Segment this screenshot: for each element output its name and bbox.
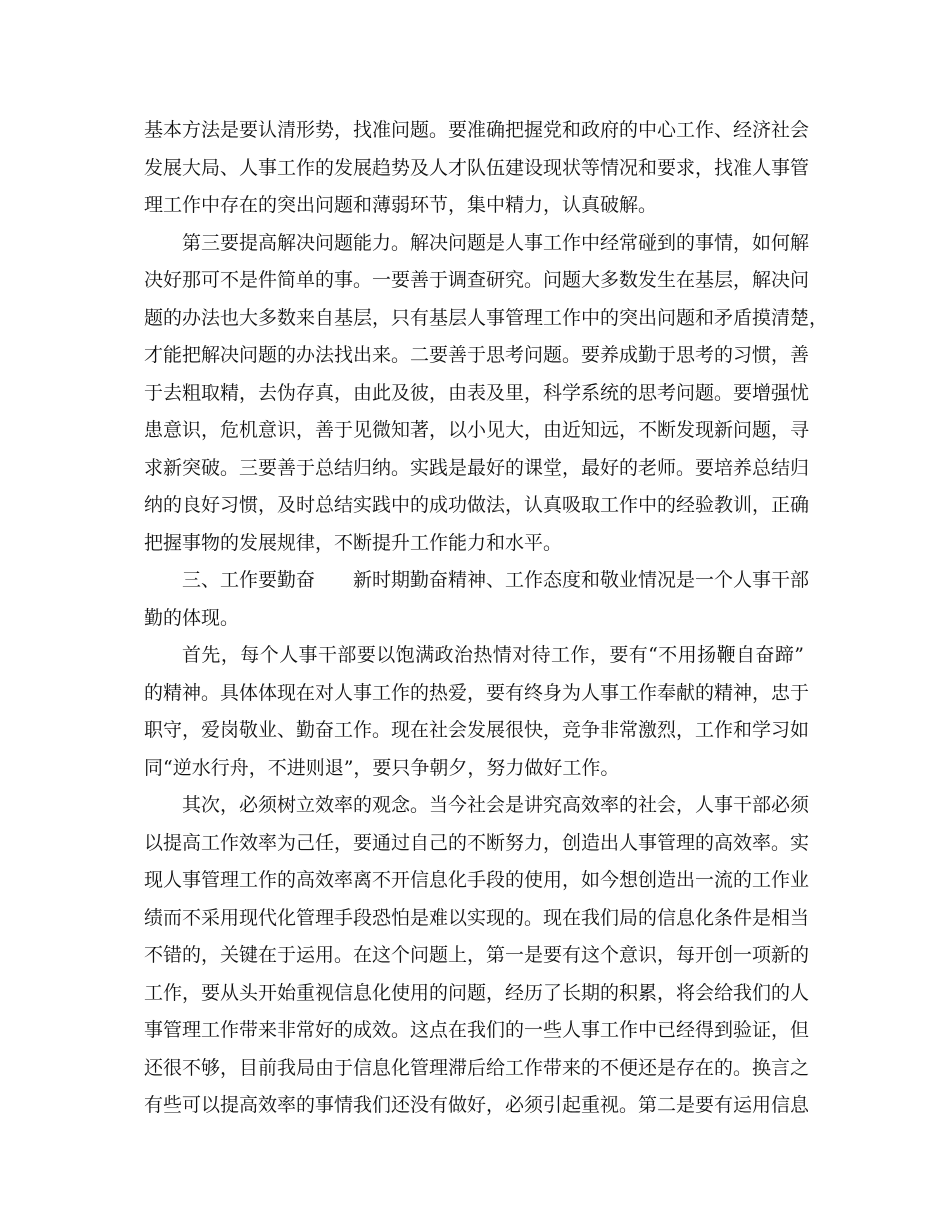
text-line: 职守，爱岗敬业、勤奋工作。现在社会发展很快，竞争非常激烈，工作和学习如 — [144, 719, 810, 741]
paragraph-p4 — [144, 637, 810, 787]
text-line: 题的办法也大多数来自基层，只有基层人事管理工作中的突出问题和矛盾摸清楚， — [144, 306, 829, 329]
paragraph-p2 — [144, 225, 829, 563]
text-line: 勤的体现。 — [144, 606, 240, 629]
text-line: 把握事物的发展规律，不断提升工作能力和水平。 — [144, 531, 563, 554]
text-line: 现人事管理工作的高效率离不开信息化手段的使用，如今想创造出一流的工作业 — [144, 869, 810, 891]
text-line: 不错的，关键在于运用。在这个问题上，第一是要有这个意识，每开创一项新的 — [144, 944, 810, 966]
text-line: 三、工作要勤奋 新时期勤奋精神、工作态度和敬业情况是一个人事干部 — [182, 569, 810, 591]
text-line: 的精神。具体体现在对人事工作的热爱，要有终身为人事工作奉献的精神，忠于 — [144, 681, 810, 704]
text-line: 基本方法是要认清形势，找准问题。要准确把握党和政府的中心工作、经济社会 — [144, 119, 810, 141]
body-text — [144, 112, 829, 1125]
text-line: 求新突破。三要善于总结归纳。实践是最好的课堂，最好的老师。要培养总结归 — [144, 456, 810, 479]
text-line: 于去粗取精，去伪存真，由此及彼，由表及里，科学系统的思考问题。要增强忧 — [144, 381, 810, 404]
text-line: 决好那可不是件简单的事。一要善于调查研究。问题大多数发生在基层，解决问 — [144, 269, 810, 291]
text-line: 纳的良好习惯，及时总结实践中的成功做法，认真吸取工作中的经验教训，正确 — [144, 494, 810, 516]
text-line: 其次，必须树立效率的观念。当今社会是讲究高效率的社会，人事干部必须 — [182, 794, 810, 816]
text-line: 事管理工作带来非常好的成效。这点在我们的一些人事工作中已经得到验证，但 — [144, 1019, 810, 1041]
text-line: 同“逆水行舟，不进则退”，要只争朝夕，努力做好工作。 — [144, 756, 620, 779]
paragraph-p5 — [144, 787, 810, 1125]
text-line: 发展大局、人事工作的发展趋势及人才队伍建设现状等情况和要求，找准人事管 — [144, 156, 810, 179]
text-line: 理工作中存在的突出问题和薄弱环节，集中精力，认真破解。 — [144, 194, 658, 216]
paragraph-p3 — [144, 562, 810, 637]
text-line: 第三要提高解决问题能力。解决问题是人事工作中经常碰到的事情，如何解 — [182, 231, 810, 254]
paragraph-p1 — [144, 112, 810, 225]
text-line: 还很不够，目前我局由于信息化管理滞后给工作带来的不便还是存在的。换言之 — [144, 1056, 810, 1079]
text-line: 以提高工作效率为己任，要通过自己的不断努力，创造出人事管理的高效率。实 — [144, 831, 810, 854]
text-line: 患意识，危机意识，善于见微知著，以小见大，由近知远，不断发现新问题，寻 — [144, 419, 810, 441]
text-line: 有些可以提高效率的事情我们还没有做好，必须引起重视。第二是要有运用信息 — [144, 1094, 810, 1116]
text-line: 工作，要从头开始重视信息化使用的问题，经历了长期的积累，将会给我们的人 — [144, 981, 810, 1004]
text-line: 首先，每个人事干部要以饱满政治热情对待工作，要有“不用扬鞭自奋蹄” — [182, 644, 804, 666]
text-line: 绩而不采用现代化管理手段恐怕是难以实现的。现在我们局的信息化条件是相当 — [144, 906, 810, 929]
text-line: 才能把解决问题的办法找出来。二要善于思考问题。要养成勤于思考的习惯，善 — [144, 344, 810, 366]
